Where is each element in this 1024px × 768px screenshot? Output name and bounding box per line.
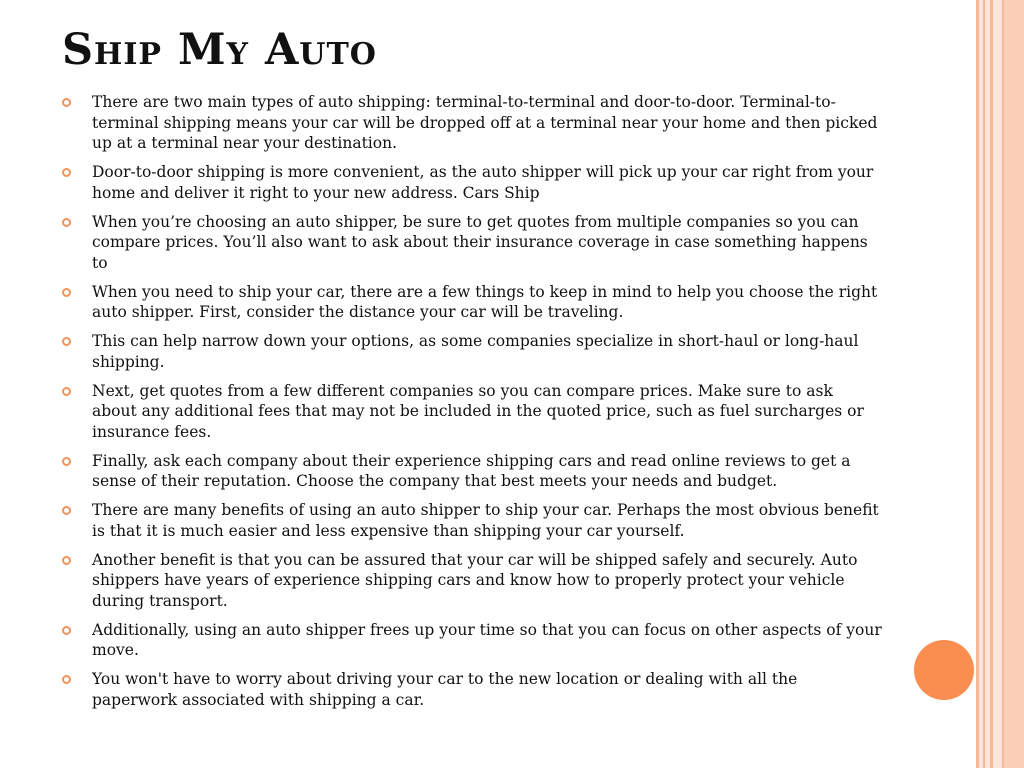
bullet-circle-icon [62, 98, 71, 107]
decorative-stripes [976, 0, 1024, 768]
bullet-list [62, 92, 882, 719]
bullet-circle-icon [62, 288, 71, 297]
bullet-item [62, 669, 882, 710]
bullet-circle-icon [62, 556, 71, 565]
bullet-circle-icon [62, 218, 71, 227]
bullet-item [62, 500, 882, 541]
bullet-text: When you need to ship your car, there are a few things to keep in mind to help you choose the right auto shipper. First, consider the distance your car will be traveling. [92, 282, 878, 321]
bullet-text: This can help narrow down your options, as some companies specialize in short-haul or long-haul shipping. [92, 332, 859, 371]
bullet-item [62, 92, 882, 154]
bullet-item [62, 162, 882, 203]
bullet-circle-icon [62, 337, 71, 346]
bullet-text: Door-to-door shipping is more convenient, as the auto shipper will pick up your car right from your home and deliver it right to your new address. Cars Ship [92, 163, 874, 202]
bullet-circle-icon [62, 626, 71, 635]
bullet-text: Another benefit is that you can be assured that your car will be shipped safely and securely. Auto shippers have years of experience shipping cars and know how to properly protect your vehicle during transport. [92, 550, 858, 610]
bullet-circle-icon [62, 506, 71, 515]
bullet-text: There are two main types of auto shipping: terminal-to-terminal and door-to-door. Terminal-to-terminal shipping means your car will be dropped off at a terminal near your home and then picked up at a terminal near your destination. [92, 93, 878, 152]
bullet-circle-icon [62, 675, 71, 684]
bullet-item [62, 620, 882, 661]
slide-title: Ship My Auto [62, 25, 377, 75]
bullet-item [62, 451, 882, 492]
bullet-item [62, 550, 882, 612]
bullet-item [62, 282, 882, 323]
bullet-text: You won't have to worry about driving your car to the new location or dealing with all the paperwork associated with shipping a car. [92, 670, 798, 709]
bullet-item [62, 381, 882, 443]
bullet-text: There are many benefits of using an auto shipper to ship your car. Perhaps the most obvious benefit is that it is much easier and less expensive than shipping your car yourself. [92, 501, 879, 540]
bullet-item [62, 212, 882, 274]
bullet-item [62, 331, 882, 372]
bullet-text: Finally, ask each company about their experience shipping cars and read online reviews to get a sense of their reputation. Choose the company that best meets your needs and budget. [92, 451, 851, 490]
bullet-circle-icon [62, 457, 71, 466]
bullet-text: Additionally, using an auto shipper frees up your time so that you can focus on other aspects of your move. [92, 620, 882, 659]
orange-circle-icon [914, 640, 974, 700]
bullet-circle-icon [62, 168, 71, 177]
bullet-text: Next, get quotes from a few different companies so you can compare prices. Make sure to ask about any additional fees that may not be included in the quoted price, such as fuel surcharges or insurance fees. [92, 381, 864, 441]
bullet-circle-icon [62, 387, 71, 396]
bullet-text: When you’re choosing an auto shipper, be sure to get quotes from multiple companies so you can compare prices. You’ll also want to ask about their insurance coverage in case something happens to [92, 212, 868, 272]
